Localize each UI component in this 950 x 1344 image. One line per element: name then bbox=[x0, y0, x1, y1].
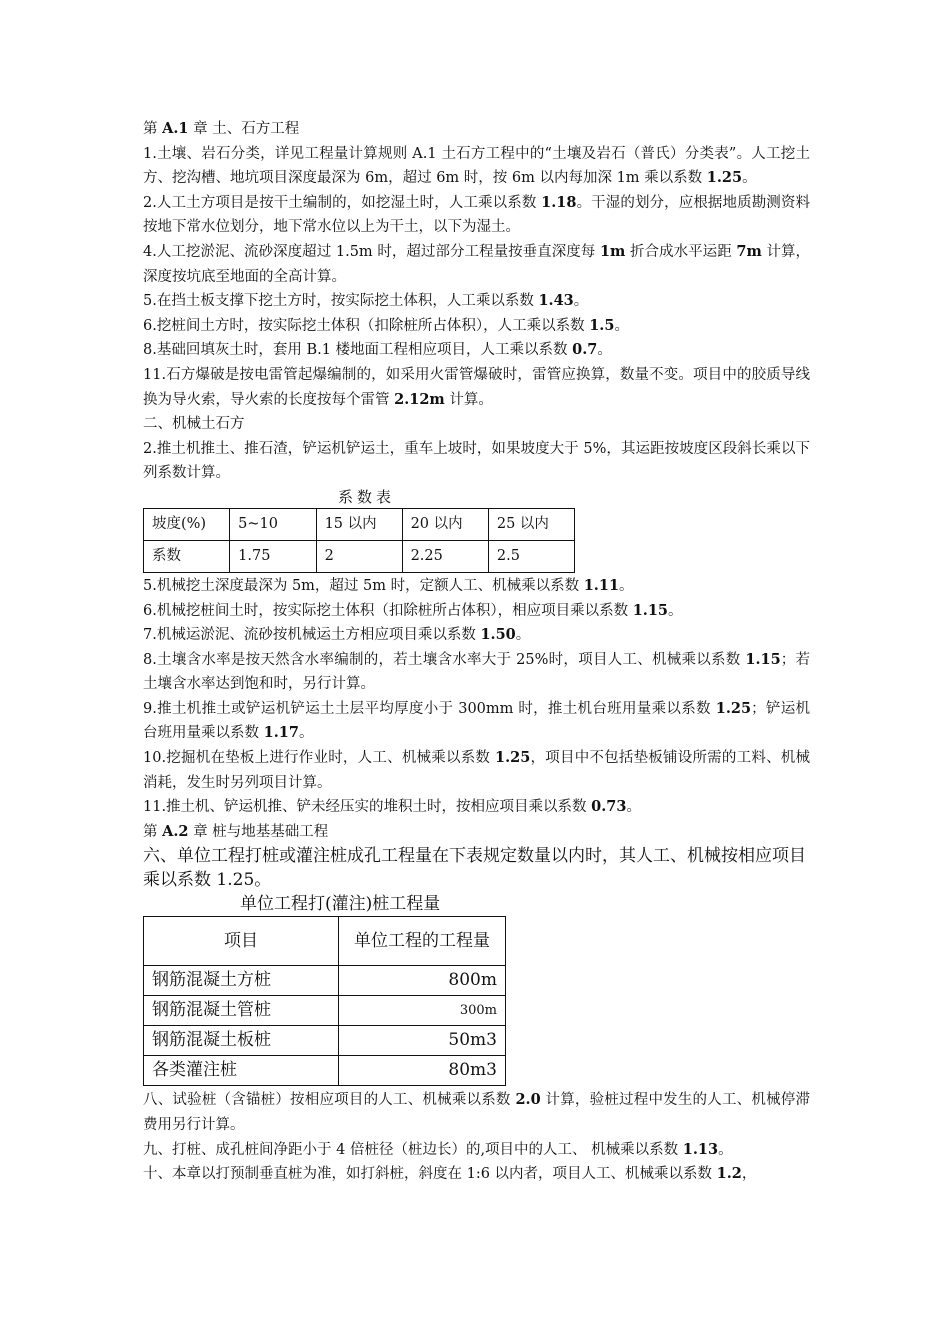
value: 7m bbox=[736, 242, 762, 260]
text: 4.人工挖淤泥、流砂深度超过 1.5m 时，超过部分工程量按垂直深度每 bbox=[143, 243, 600, 260]
table-cell: 钢筋混凝土方桩 bbox=[144, 966, 339, 996]
chapter-number: A.1 bbox=[162, 120, 189, 137]
text: 。 bbox=[597, 342, 612, 359]
table-cell: 50m3 bbox=[339, 1026, 506, 1056]
text: 。 bbox=[573, 293, 589, 310]
text: 9.推土机推土或铲运机铲运土土层平均厚度小于 300mm 时，推土机台班用量乘以系数 bbox=[143, 700, 716, 717]
text: 7.机械运淤泥、流砂按机械运土方相应项目乘以系数 bbox=[143, 627, 481, 644]
machine-paragraph-9 bbox=[143, 697, 810, 746]
table-row bbox=[144, 966, 506, 996]
text: 十、本章以打预制垂直桩为准，如打斜桩，斜度在 1:6 以内者，项目人工、机械乘以系数 bbox=[143, 1166, 717, 1183]
table-cell: 坡度(%) bbox=[144, 508, 230, 540]
table-cell: 钢筋混凝土管桩 bbox=[144, 996, 339, 1026]
text: 计算，深度按坑底至地面的全高计算。 bbox=[143, 243, 811, 285]
coefficient: 1.15 bbox=[745, 650, 781, 668]
text: 。 bbox=[619, 577, 634, 594]
table-cell: 钢筋混凝土板桩 bbox=[144, 1026, 339, 1056]
machine-paragraph-10 bbox=[143, 746, 810, 795]
coefficient: 0.73 bbox=[591, 798, 627, 816]
paragraph-2 bbox=[143, 191, 810, 240]
text: 折合成水平运距 bbox=[625, 243, 737, 260]
text: ， bbox=[741, 1166, 757, 1183]
text: 10.挖掘机在垫板上进行作业时，人工、机械乘以系数 bbox=[143, 750, 495, 767]
coefficient: 1.11 bbox=[583, 576, 620, 594]
chapter-prefix: 第 bbox=[143, 823, 163, 840]
coefficient: 1.17 bbox=[263, 724, 299, 742]
table-header-cell: 单位工程的工程量 bbox=[339, 917, 506, 966]
text: ，项目中不包括垫板铺设所需的工料、机械消耗，发生时另列项目计算。 bbox=[143, 750, 811, 791]
chapter-prefix: 第 bbox=[143, 121, 163, 137]
coefficient: 0.7 bbox=[572, 341, 598, 359]
text: 5.在挡土板支撑下挖土方时，按实际挖土体积，人工乘以系数 bbox=[143, 293, 539, 310]
machine-paragraph-2: 2.推土机推土、推石渣，铲运机铲运土，重车上坡时，如果坡度大于 5%，其运距按坡度区段斜长乘以下列系数计算。 bbox=[143, 440, 810, 482]
table-cell: 5~10 bbox=[230, 508, 316, 540]
coefficient: 1.18 bbox=[541, 193, 577, 211]
table-cell: 800m bbox=[339, 966, 506, 996]
table-cell: 1.75 bbox=[230, 540, 316, 572]
paragraph-6 bbox=[143, 314, 810, 339]
text: 8.基础回填灰土时，套用 B.1 楼地面工程相应项目，人工乘以系数 bbox=[143, 342, 573, 359]
paragraph-11 bbox=[143, 363, 810, 412]
section-nine bbox=[143, 1138, 810, 1163]
table-row bbox=[144, 1026, 506, 1056]
table-header-cell: 项目 bbox=[144, 917, 339, 966]
table-cell: 15 以内 bbox=[316, 508, 402, 540]
paragraph-1 bbox=[143, 142, 810, 191]
table-cell: 各类灌注桩 bbox=[144, 1056, 339, 1086]
coefficient: 1.50 bbox=[480, 626, 516, 644]
text: 11.推土机、铲运机推、铲未经压实的堆积土时，按相应项目乘以系数 bbox=[143, 799, 592, 816]
table-row bbox=[144, 1056, 506, 1086]
machine-paragraph-11 bbox=[143, 795, 810, 820]
pile-table-title: 单位工程打(灌注)桩工程量 bbox=[240, 894, 441, 915]
text: ；若土壤含水率达到饱和时，另行计算。 bbox=[143, 651, 811, 693]
text: 计算。 bbox=[444, 391, 493, 408]
text: 。 bbox=[298, 725, 314, 742]
text: 。 bbox=[668, 602, 683, 619]
table-cell: 300m bbox=[339, 996, 506, 1026]
table-header-row bbox=[144, 917, 506, 966]
text: 。 bbox=[515, 627, 531, 644]
chapter-title: 章 土、石方工程 bbox=[188, 121, 300, 137]
table-cell: 2.25 bbox=[402, 540, 488, 572]
coefficient: 1.2 bbox=[716, 1165, 742, 1183]
text: 11.石方爆破是按电雷管起爆编制的，如采用火雷管爆破时，雷管应换算，数量不变。项目中的胶质导线换为导火索，导火索的长度按每个雷管 bbox=[143, 366, 810, 408]
table-row bbox=[144, 540, 575, 572]
value: 2.12m bbox=[394, 390, 445, 408]
text: 8.土壤含水率是按天然含水率编制的，若土壤含水率大于 25%时，项目人工、机械乘以系数 bbox=[143, 651, 746, 668]
pile-table bbox=[143, 916, 506, 1086]
paragraph-8 bbox=[143, 338, 810, 363]
text: 。 bbox=[742, 170, 757, 187]
machine-paragraph-7 bbox=[143, 623, 810, 648]
text: 。 bbox=[614, 317, 629, 334]
text: 5.机械挖土深度最深为 5m，超过 5m 时，定额人工、机械乘以系数 bbox=[143, 577, 584, 594]
machine-paragraph-8 bbox=[143, 648, 810, 697]
section-ten bbox=[143, 1162, 810, 1187]
chapter-heading-a1 bbox=[143, 117, 810, 142]
text: 2.人工土方项目是按干土编制的，如挖湿土时，人工乘以系数 bbox=[143, 194, 542, 211]
paragraph-4 bbox=[143, 240, 810, 289]
coefficient-table bbox=[143, 508, 575, 573]
text: 计算，验桩过程中发生的人工、机械停滞费用另行计算。 bbox=[143, 1092, 810, 1134]
text: 。干湿的划分，应根据地质勘测资料按地下常水位划分，地下常水位以上为干土，以下为湿土。 bbox=[143, 194, 811, 236]
text: ；铲运机台班用量乘以系数 bbox=[143, 700, 811, 742]
text: 1.土壤、岩石分类，详见工程量计算规则 A.1 土石方工程中的“土壤及岩石（普氏）分类表”。人工挖土方、挖沟槽、地坑项目深度最深为 6m，超过 6m 时，按 6m 以内每加深 1m 乘以系数 bbox=[143, 145, 810, 187]
coefficient: 2.0 bbox=[515, 1091, 541, 1109]
table-cell: 2 bbox=[316, 540, 402, 572]
section-eight bbox=[143, 1088, 810, 1137]
section-heading-machinery: 二、机械土石方 bbox=[143, 416, 245, 433]
coefficient: 1.15 bbox=[632, 601, 669, 619]
text: 6.挖桩间土方时，按实际挖土体积（扣除桩所占体积），人工乘以系数 bbox=[143, 317, 590, 334]
text: 九、打桩、成孔桩间净距小于 4 倍桩径（桩边长）的,项目中的人工、 机械乘以系数 bbox=[143, 1141, 683, 1158]
table-row bbox=[144, 996, 506, 1026]
coefficient: 1.25 bbox=[706, 169, 743, 187]
text: 。 bbox=[718, 1141, 733, 1158]
coefficient-table-title: 系数表 bbox=[338, 487, 396, 506]
text: 八、试验桩（含锚桩）按相应项目的人工、机械乘以系数 bbox=[143, 1092, 516, 1109]
coefficient: 1.43 bbox=[538, 292, 574, 310]
coefficient: 1.25 bbox=[715, 699, 752, 717]
chapter-title: 章 桩与地基基础工程 bbox=[188, 823, 329, 840]
text: 6.机械挖桩间土时，按实际挖土体积（扣除桩所占体积），相应项目乘以系数 bbox=[143, 602, 633, 619]
table-row bbox=[144, 508, 575, 540]
table-cell: 20 以内 bbox=[402, 508, 488, 540]
section-six: 六、单位工程打桩或灌注桩成孔工程量在下表规定数量以内时，其人工、机械按相应项目乘以系数 1.25。 bbox=[143, 846, 806, 891]
machine-paragraph-6 bbox=[143, 599, 810, 624]
table-cell: 2.5 bbox=[488, 540, 574, 572]
chapter-heading-a2 bbox=[143, 820, 810, 845]
paragraph-5 bbox=[143, 289, 810, 314]
coefficient: 1.25 bbox=[494, 749, 531, 767]
table-cell: 系数 bbox=[144, 540, 230, 572]
machine-paragraph-5 bbox=[143, 574, 810, 599]
value: 1m bbox=[599, 242, 626, 260]
chapter-number: A.2 bbox=[162, 822, 189, 840]
document-body bbox=[143, 117, 810, 1187]
text: 。 bbox=[626, 799, 641, 816]
table-cell: 25 以内 bbox=[488, 508, 574, 540]
table-cell: 80m3 bbox=[339, 1056, 506, 1086]
coefficient: 1.13 bbox=[682, 1140, 719, 1158]
coefficient: 1.5 bbox=[589, 316, 615, 334]
